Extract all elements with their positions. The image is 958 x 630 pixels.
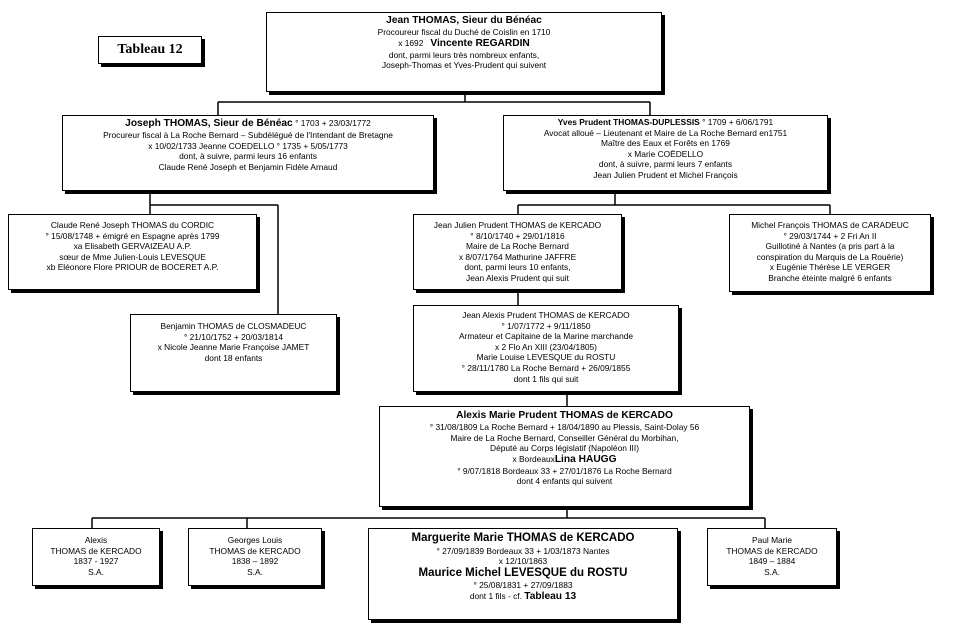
person-detail: xa Elisabeth GERVAIZEAU A.P. [73, 241, 192, 252]
spouse-name: Lina HAUGG [554, 453, 617, 465]
person-georges-louis [188, 528, 322, 586]
person-detail: ° 9/07/1818 Bordeaux 33 + 27/01/1876 La Roche Bernard [457, 465, 672, 476]
person-detail: Jean Julien Prudent THOMAS de KERCADO [433, 220, 602, 230]
person-name: Marguerite Marie THOMAS de KERCADO [411, 532, 635, 544]
person-reference [372, 591, 674, 603]
person-detail: S.A. [247, 566, 263, 577]
person-paul-marie [707, 528, 837, 586]
person-detail: Procoureur fiscal du Duché de Coislin en 1710 [377, 27, 551, 37]
person-detail: Georges Louis [227, 535, 283, 545]
person-detail: ° 21/10/1752 + 20/03/1814 [183, 331, 284, 342]
person-dates: ° 1709 + 6/06/1791 [702, 117, 774, 127]
person-detail: Maire de La Roche Bernard, Conseiller Général du Morbihan, [450, 432, 679, 443]
person-detail: Jean Alexis Prudent THOMAS de KERCADO [462, 310, 630, 320]
person-name: Alexis Marie Prudent THOMAS de KERCADO [456, 410, 673, 421]
person-jean-julien-prudent [413, 214, 622, 290]
person-detail: dont 18 enfants [204, 352, 263, 363]
person-detail: THOMAS de KERCADO [50, 545, 142, 556]
person-detail: Maître des Eaux et Forêts en 1769 [601, 138, 730, 149]
person-alexis-marie-prudent [379, 406, 750, 507]
person-detail: x 10/02/1733 Jeanne COEDELLO ° 1735 + 5/05/1773 [148, 140, 348, 151]
person-detail: x Nicole Jeanne Marie Françoise JAMET [157, 342, 310, 353]
spouse-name: Maurice Michel LEVESQUE du ROSTU [418, 566, 628, 579]
marriage-date: x 1692 [398, 37, 424, 48]
person-detail: Branche éteinte malgré 6 enfants [768, 272, 892, 283]
person-detail: Claude René Joseph et Benjamin Fidèle Arnaud [158, 161, 338, 172]
person-detail: ° 1/07/1772 + 9/11/1850 [501, 320, 591, 331]
person-marriage [383, 454, 746, 466]
person-detail: ° 28/11/1780 La Roche Bernard + 26/09/1855 [461, 362, 631, 373]
person-detail: ° 25/08/1831 + 27/09/1883 [473, 580, 573, 591]
person-detail: Paul Marie [751, 535, 793, 545]
person-detail: THOMAS de KERCADO [209, 545, 301, 556]
person-detail: dont, à suivre, parmi leurs 16 enfants [179, 151, 317, 162]
person-detail: ° 27/09/1839 Bordeaux 33 + 1/03/1873 Nantes [436, 545, 610, 556]
person-jean-thomas [266, 12, 662, 92]
person-detail: dont, parmi leurs très nombreux enfants, [388, 49, 540, 60]
person-name: Yves Prudent THOMAS-DUPLESSIS [557, 117, 700, 127]
person-detail: dont, à suivre, parmi leurs 7 enfants [598, 159, 733, 170]
person-marriage [270, 38, 658, 50]
person-detail: THOMAS de KERCADO [726, 545, 818, 556]
person-detail: Armateur et Capitaine de la Marine marchande [458, 331, 634, 342]
person-detail: Claude René Joseph THOMAS du CORDIC [50, 220, 215, 230]
person-detail: Alexis [84, 535, 108, 545]
spouse-name: Vincente REGARDIN [430, 37, 530, 49]
person-marguerite-marie [368, 528, 678, 620]
person-detail: Jean Alexis Prudent qui suit [466, 272, 569, 283]
person-heading [66, 118, 430, 130]
person-detail: Benjamin THOMAS de CLOSMADEUC [160, 321, 307, 331]
person-detail: 1837 - 1927 [73, 556, 119, 567]
person-claude-rene-joseph [8, 214, 257, 290]
person-michel-francois [729, 214, 931, 292]
person-detail: 1838 – 1892 [231, 556, 279, 567]
person-yves-prudent [503, 115, 828, 191]
person-detail: x 2 Flo An XIII (23/04/1805) [495, 341, 597, 352]
person-detail: S.A. [764, 566, 780, 577]
person-detail: dont 4 enfants qui suivent [516, 476, 613, 487]
person-detail: x Eugénie Thérèse LE VERGER [769, 262, 891, 273]
person-detail: ° 15/08/1748 + émigré en Espagne après 1799 [45, 230, 220, 241]
person-detail: dont, parmi leurs 10 enfants, [464, 262, 571, 273]
person-detail: Michel François THOMAS de CARADEUC [751, 220, 909, 230]
person-detail: Marie Louise LEVESQUE du ROSTU [476, 352, 616, 363]
person-heading [507, 117, 824, 128]
person-benjamin [130, 314, 337, 392]
person-alexis [32, 528, 160, 586]
person-detail: Procureur fiscal à La Roche Bernard – Subdélégué de l'Intendant de Bretagne [103, 130, 393, 140]
person-detail: ° 29/03/1744 + 2 Fri An II [783, 230, 877, 241]
person-detail: sœur de Mme Julien-Louis LEVESQUE [59, 251, 206, 262]
person-detail: Avocat alloué – Lieutenant et Maire de La Roche Bernard en1751 [543, 127, 788, 138]
person-detail: dont 1 fils qui suit [513, 373, 579, 384]
person-detail: xb Eléonore Flore PRIOUR de BOCERET A.P. [46, 262, 219, 273]
person-detail: x 12/10/1863 [498, 556, 548, 567]
person-name: Jean THOMAS, Sieur du Bénéac [386, 15, 542, 26]
person-jean-alexis-prudent [413, 305, 679, 392]
person-detail: x 8/07/1764 Mathurine JAFFRE [458, 251, 577, 262]
table-reference-link: Tableau 13 [524, 590, 577, 602]
person-joseph-thomas [62, 115, 434, 191]
person-name: Joseph THOMAS, Sieur de Bénéac [125, 118, 293, 129]
person-detail: Député au Corps législatif (Napoléon III) [490, 443, 639, 454]
person-detail: Jean Julien Prudent et Michel François [593, 169, 738, 180]
person-dates: ° 1703 + 23/03/1772 [295, 118, 371, 128]
person-detail: Joseph-Thomas et Yves-Prudent qui suivent [381, 60, 547, 71]
reference-text: dont 1 fils - cf. [469, 590, 522, 601]
person-detail: S.A. [88, 566, 104, 577]
person-detail: x Marie COËDELLO [627, 148, 704, 159]
person-detail: ° 8/10/1740 + 29/01/1816 [470, 230, 565, 241]
table-title: Tableau 12 [98, 36, 202, 64]
person-detail: 1849 – 1884 [748, 556, 796, 567]
person-detail: conspiration du Marquis de La Rouërie) [756, 251, 904, 262]
person-detail: Guillotiné à Nantes (a pris part à la [765, 241, 895, 252]
person-detail: ° 31/08/1809 La Roche Bernard + 18/04/1890 au Plessis, Saint-Dolay 56 [429, 422, 700, 432]
marriage-place: x Bordeaux [512, 453, 555, 464]
person-detail: Maire de La Roche Bernard [466, 241, 569, 252]
